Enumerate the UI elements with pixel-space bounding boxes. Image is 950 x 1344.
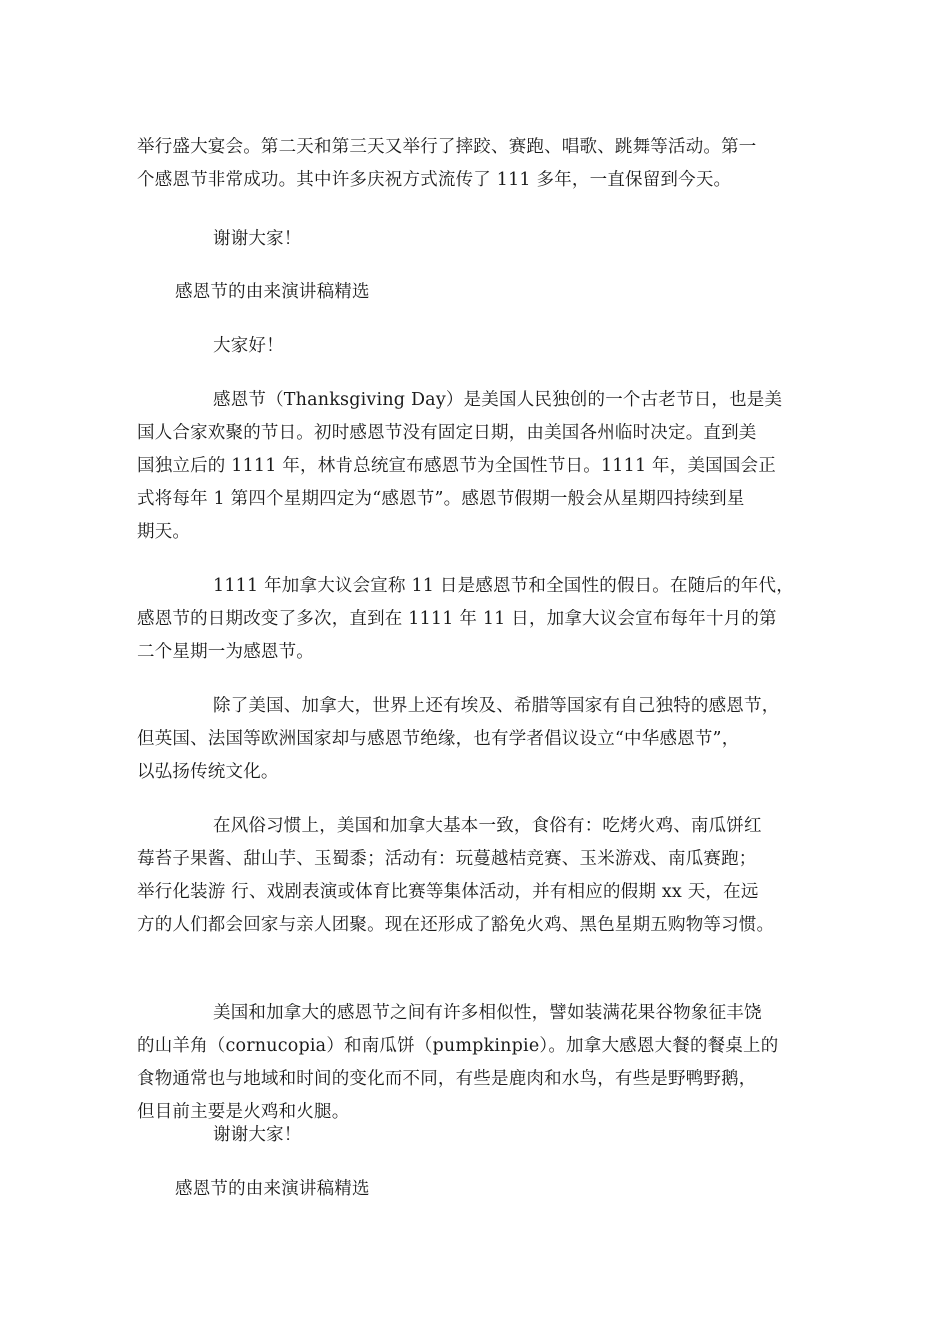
paragraph-thanksgiving-intro: 感恩节（Thanksgiving Day）是美国人民独创的一个古老节日，也是美 国人合家欢聚的节日。初时感恩节没有固定日期，由美国各州临时决定。直到美 国独立后的 1111 年，林肯总统宣布感恩节为全国性节日。1111 年，美国国会正 式将每年 1 第四个星期四定为“感恩节”。感恩节假期一般会从星期四持续到星 期天。 (137, 390, 783, 542)
paragraph-canada: 1111 年加拿大议会宣称 11 日是感恩节和全国性的假日。在随后的年代， 感恩节的日期改变了多次，直到在 1111 年 11 日，加拿大议会宣布每年十月的第 二个星期一为感恩节。 (137, 576, 794, 662)
paragraph-similarities: 美国和加拿大的感恩节之间有许多相似性，譬如装满花果谷物象征丰饶 的山羊角（cornucopia）和南瓜饼（pumpkinpie）。加拿大感恩大餐的餐桌上的 食物通常也与地域和时间的变化而不同，有些是鹿肉和水鸟，有些是野鸭野鹅， 但目前主要是火鸡和火腿。 (137, 1003, 779, 1122)
paragraph-thanks: 谢谢大家！ (213, 229, 302, 249)
section-title: 感恩节的由来演讲稿精选 (175, 282, 370, 302)
paragraph-other-countries: 除了美国、加拿大，世界上还有埃及、希腊等国家有自己独特的感恩节， 但英国、法国等欧洲国家却与感恩节绝缘，也有学者倡议设立“中华感恩节”， 以弘扬传统文化。 (137, 696, 780, 782)
paragraph-thanks-2: 谢谢大家！ (213, 1125, 302, 1145)
section-title-2: 感恩节的由来演讲稿精选 (175, 1179, 370, 1199)
paragraph-feast-continuation: 举行盛大宴会。第二天和第三天又举行了摔跤、赛跑、唱歌、跳舞等活动。第一 个感恩节非常成功。其中许多庆祝方式流传了 111 多年，一直保留到今天。 (137, 137, 757, 190)
paragraph-greeting: 大家好！ (213, 336, 284, 356)
paragraph-customs: 在风俗习惯上，美国和加拿大基本一致，食俗有：吃烤火鸡、南瓜饼红 莓苔子果酱、甜山芋、玉蜀黍；活动有：玩蔓越桔竞赛、玉米游戏、南瓜赛跑； 举行化装游 行、戏剧表演或体育比赛等集体活动，并有相应的假期 xx 天，在远 方的人们都会回家与亲人团聚。现在还形成了豁免火鸡、黑色星期五购物等习惯。 (137, 816, 775, 935)
